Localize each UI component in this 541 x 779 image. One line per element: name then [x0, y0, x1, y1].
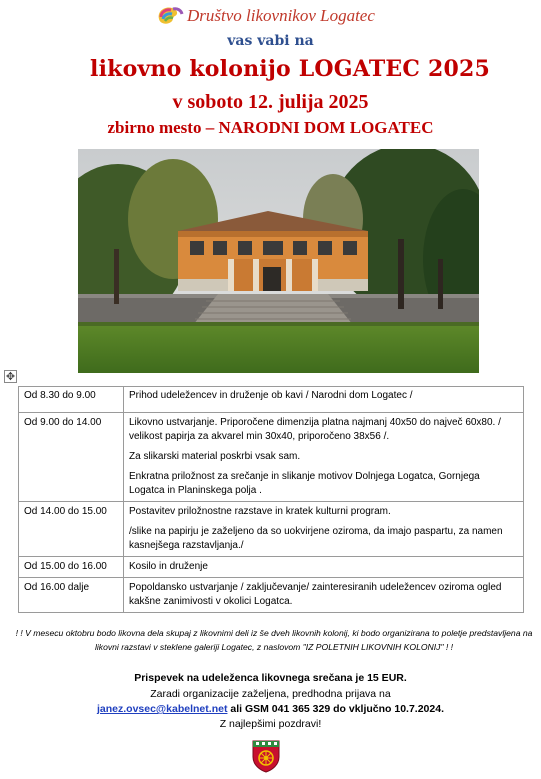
table-row — [19, 557, 524, 578]
registration-text: Zaradi organizacije zaželjena, predhodna prijava na — [150, 688, 391, 700]
table-move-handle[interactable] — [4, 370, 17, 383]
event-date: v soboto 12. julija 2025 — [172, 91, 369, 113]
activity-text: Prihod udeležencev in druženje ob kavi / Narodni dom Logatec / — [129, 390, 413, 401]
activity-cell — [124, 413, 524, 502]
exhibition-note: ! ! V mesecu oktobru bodo likovna dela skupaj z likovnimi deli iz še dveh likovnih kolonij, ki bodo organizirana to poletje predstavljena na likovni razstavi v steklene galeriji Logatec, z naslovom "IZ POLETNIH LIKOVNIH KOLONIJ" ! ! — [15, 628, 533, 652]
time-cell: Od 14.00 do 15.00 — [19, 502, 124, 557]
table-row — [19, 387, 524, 413]
activity-cell — [124, 502, 524, 557]
greeting: Z najlepšimi pozdravi! — [219, 718, 322, 730]
table-row — [19, 502, 524, 557]
time-cell: Od 16.00 dalje — [19, 578, 124, 613]
email-link[interactable]: janez.ovsec@kabelnet.net — [96, 703, 228, 715]
event-title: likovno kolonijo LOGATEC 2025 — [90, 56, 490, 82]
phone-text: ali GSM 041 365 329 do vključno 10.7.2024. — [227, 703, 444, 715]
time-cell: Od 8.30 do 9.00 — [19, 387, 124, 413]
activity-cell — [124, 557, 524, 578]
meeting-point: zbirno mesto – NARODNI DOM LOGATEC — [107, 118, 434, 137]
participation-fee: Prispevek na udeleženca likovnega srečana je 15 EUR. — [134, 672, 407, 684]
activity-text: Kosilo in druženje — [129, 561, 208, 572]
activity-cell — [124, 578, 524, 613]
activity-text: Postavitev priložnostne razstave in kratek kulturni program. — [129, 506, 391, 517]
logatec-coat-of-arms-icon — [251, 739, 281, 773]
table-row — [19, 578, 524, 613]
activity-text: Popoldansko ustvarjanje / zaključevanje/ zainteresiranih udeležencev oziroma ogled kakšne zanimivosti v okolici Logatca. — [129, 582, 502, 607]
narodni-dom-building-photo — [78, 149, 479, 373]
table-row — [19, 413, 524, 502]
schedule-table — [18, 386, 524, 613]
organization-name: Društvo likovnikov Logatec — [187, 6, 375, 25]
activity-text: Za slikarski material poskrbi vsak sam. — [129, 451, 301, 462]
contact-line — [0, 703, 541, 715]
invites-line: vas vabi na — [227, 33, 314, 49]
time-cell: Od 15.00 do 16.00 — [19, 557, 124, 578]
move-cross-icon: ✥ — [5, 371, 16, 383]
activity-text: Likovno ustvarjanje. Priporočene dimenzija platna najmanj 40x50 do največ 60x80. / velikost papirja za akvarel min 30x40, priporočeno 38x56 /. — [129, 417, 501, 442]
activity-text: /slike na papirju je zaželjeno da so uokvirjene oziroma, da imajo paspartu, za namen kasnejšega razstavljanja./ — [129, 526, 503, 551]
time-cell: Od 9.00 do 14.00 — [19, 413, 124, 502]
narodni-dom-photo — [78, 149, 479, 373]
palette-logo-icon — [155, 5, 185, 27]
organization-header — [155, 4, 375, 28]
activity-cell — [124, 387, 524, 413]
activity-text: Enkratna priložnost za srečanje in slikanje motivov Dolnjega Logatca, Gornjega Logatca in Planinskega polja . — [129, 471, 480, 496]
